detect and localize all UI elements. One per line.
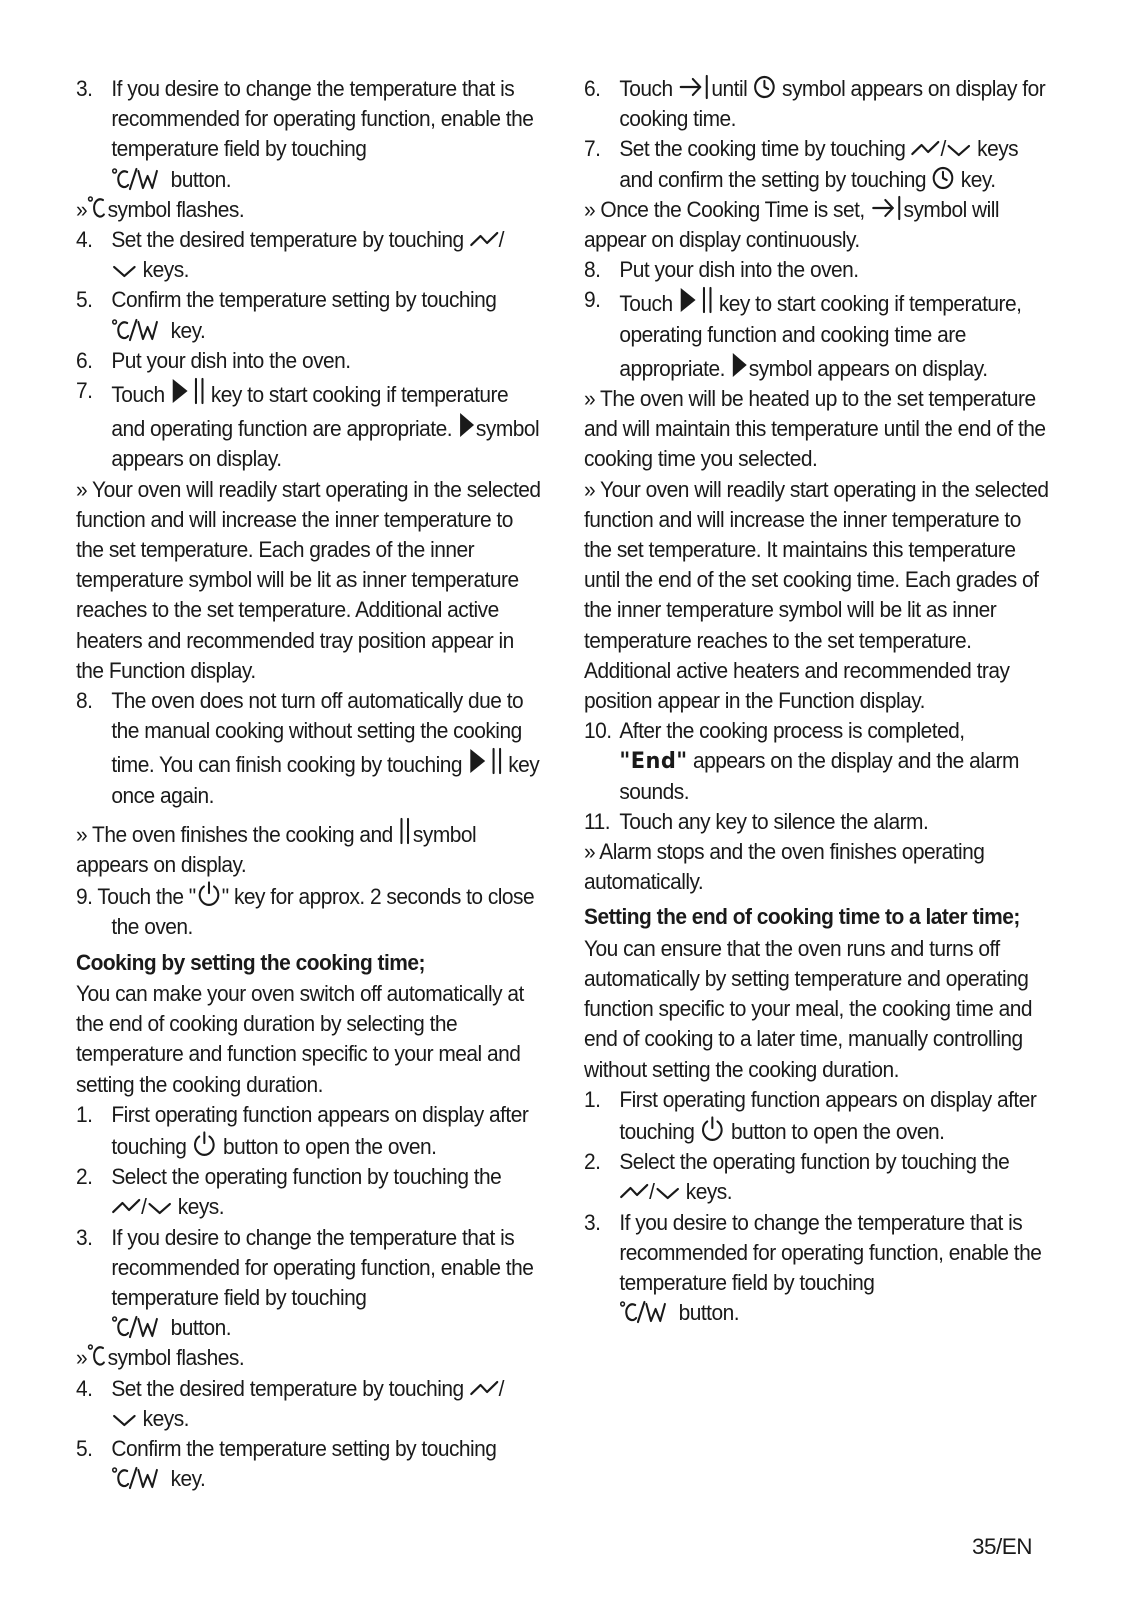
step-2-select-function: 2. Select the operating function by touching the / keys. bbox=[76, 1164, 502, 1220]
section-heading-cooking-time: Cooking by setting the cooking time; bbox=[76, 949, 425, 975]
up-arrow-icon bbox=[911, 138, 941, 160]
down-arrow-icon bbox=[946, 140, 972, 160]
power-icon bbox=[700, 1115, 726, 1143]
result-symbol-flashes: » symbol flashes. bbox=[76, 196, 245, 222]
temperature-icon bbox=[87, 195, 107, 221]
step-6-set-cooking-time: 6. Touch until symbol appears on display for cooking time. bbox=[584, 76, 1046, 132]
result-oven-finishes: » The oven finishes the cooking and symbol appears on display. bbox=[76, 816, 544, 880]
temperature-icon bbox=[87, 1343, 107, 1369]
power-icon bbox=[196, 880, 222, 908]
play-pause-icon bbox=[170, 376, 211, 406]
section-intro-end-time: You can ensure that the oven runs and turns off automatically by setting temperature and operating function specific to your meal, the cooking time and end of cooking to a later time, manually controlling without setting the cooking duration. bbox=[584, 935, 1032, 1082]
step-10-process-completed: 10. After the cooking process is completed, "End" appears on the display and the alarm sounds. bbox=[584, 718, 1019, 804]
down-arrow-icon bbox=[654, 1183, 680, 1203]
step-11-silence-alarm: 11. Touch any key to silence the alarm. bbox=[584, 808, 929, 834]
step-6-put-dish: 6. Put your dish into the oven. bbox=[76, 347, 351, 373]
right-column bbox=[584, 74, 1054, 1328]
temp-power-icon bbox=[111, 318, 165, 342]
step-1-first-function: 1. First operating function appears on display after touching button to open the oven. bbox=[76, 1101, 529, 1159]
step-4-set-temperature: 4. Set the desired temperature by touching / keys. bbox=[76, 227, 504, 283]
clock-icon bbox=[753, 74, 777, 100]
cooking-time-icon bbox=[870, 195, 903, 221]
up-arrow-icon bbox=[469, 1378, 499, 1400]
step-8-manual-cooking: 8. The oven does not turn off automatically due to the manual cooking without setting the cooking time. You can finish cooking by touching key once again. bbox=[76, 688, 540, 808]
result-oven-heated: » The oven will be heated up to the set temperature and will maintain this temperature until the end of the cooking time you selected. bbox=[584, 386, 1046, 472]
up-arrow-icon bbox=[619, 1181, 649, 1203]
page-number: 35/EN bbox=[971, 1534, 1032, 1559]
play-pause-icon bbox=[467, 746, 508, 776]
temp-power-icon bbox=[619, 1300, 673, 1324]
temp-power-icon bbox=[111, 1466, 165, 1490]
pause-icon bbox=[398, 816, 413, 846]
step-3-change-temperature: 3. If you desire to change the temperature that is recommended for operating function, enable the temperature field by touching button. bbox=[584, 1209, 1042, 1326]
up-arrow-icon bbox=[469, 229, 499, 251]
clock-icon bbox=[931, 165, 955, 191]
section-heading-end-time: Setting the end of cooking time to a later time; bbox=[584, 904, 1020, 930]
up-arrow-icon bbox=[111, 1196, 141, 1218]
step-1-first-function: 1. First operating function appears on display after touching button to open the oven. bbox=[584, 1086, 1037, 1144]
down-arrow-icon bbox=[111, 1410, 137, 1430]
cooking-time-icon bbox=[678, 74, 711, 100]
temp-power-icon bbox=[111, 167, 165, 191]
temp-power-icon bbox=[111, 1315, 165, 1339]
section-intro-cooking-time: You can make your oven switch off automatically at the end of cooking duration by selecting the temperature and function specific to your meal and setting the cooking duration. bbox=[76, 980, 524, 1097]
step-7-adjust-cooking-time: 7. Set the cooking time by touching / keys and confirm the setting by touching key. bbox=[584, 136, 1019, 192]
down-arrow-icon bbox=[111, 261, 137, 281]
step-2-select-function: 2. Select the operating function by touching the / keys. bbox=[584, 1149, 1010, 1205]
result-symbol-flashes-b: » symbol flashes. bbox=[76, 1345, 245, 1371]
step-8-put-dish: 8. Put your dish into the oven. bbox=[584, 257, 859, 283]
end-display-text: "End" bbox=[619, 748, 688, 775]
result-cooking-time-set: » Once the Cooking Time is set, symbol will appear on display continuously. bbox=[584, 196, 1000, 253]
step-7-start-cooking: 7. Touch key to start cooking if temperature and operating function are appropriate. symbol appears on display. bbox=[76, 378, 540, 472]
step-3-change-temperature-b: 3. If you desire to change the temperature that is recommended for operating function, enable the temperature field by touching button. bbox=[76, 1224, 534, 1341]
step-9-close-oven: 9. Touch the " " key for approx. 2 seconds to close the oven. bbox=[76, 880, 544, 942]
play-icon bbox=[457, 410, 476, 440]
step-4-set-temperature-b: 4. Set the desired temperature by touching / keys. bbox=[76, 1375, 504, 1431]
step-5-confirm-temperature-b: 5. Confirm the temperature setting by touching key. bbox=[76, 1435, 497, 1492]
down-arrow-icon bbox=[146, 1198, 172, 1218]
power-icon bbox=[192, 1130, 218, 1158]
play-icon bbox=[730, 350, 749, 380]
step-3-change-temperature: 3. If you desire to change the temperature that is recommended for operating function, enable the temperature field by touching button. bbox=[76, 76, 534, 192]
step-9-start-cooking: 9. Touch key to start cooking if temperature, operating function and cooking time are appropriate. symbol appears on display. bbox=[584, 287, 1022, 381]
left-column bbox=[76, 74, 544, 1494]
play-pause-icon bbox=[678, 285, 719, 315]
step-5-confirm-temperature: 5. Confirm the temperature setting by touching key. bbox=[76, 287, 497, 343]
result-oven-operating: » Your oven will readily start operating in the selected function and will increase the inner temperature to the set temperature. Each grades of the inner temperature symbol will be lit as inner temperature reaches to the set temperature. Additional active heaters and recommended tray position appear in the Function display. bbox=[76, 476, 541, 683]
result-oven-operating: » Your oven will readily start operating in the selected function and will increase the inner temperature to the set temperature. It maintains this temperature until the end of the set cooking time. Each grades of the inner temperature symbol will be lit as inner temperature reaches to the set temperature. Additional active heaters and recommended tray position appear in the Function display. bbox=[584, 476, 1049, 714]
result-alarm-stops: » Alarm stops and the oven finishes operating automatically. bbox=[584, 839, 985, 895]
